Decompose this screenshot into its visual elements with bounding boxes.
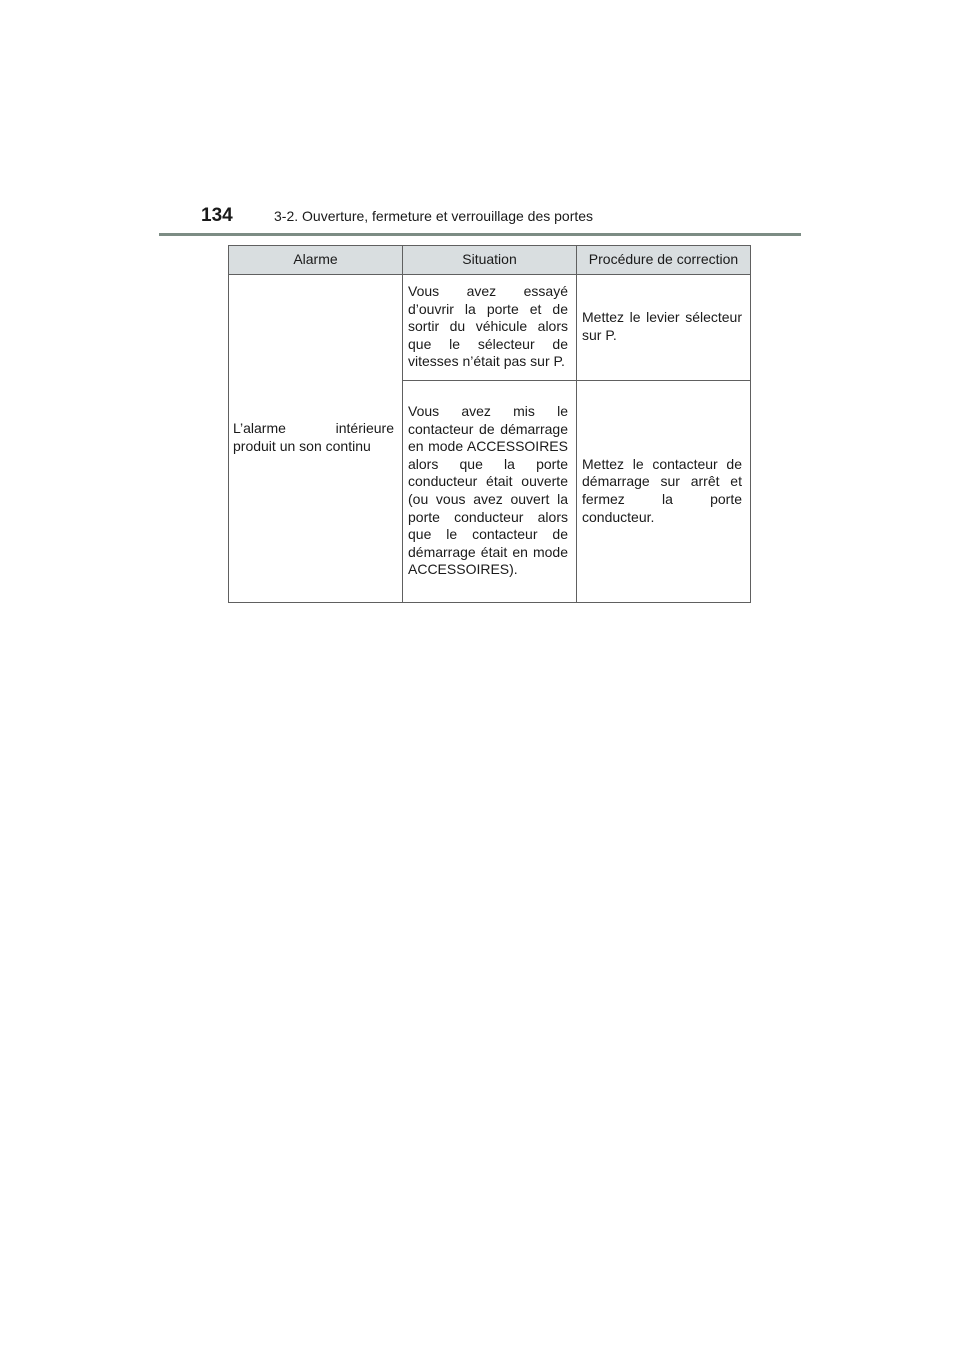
alarm-cell: L’alarme intérieure produit un son continu <box>229 275 403 603</box>
page-number: 134 <box>201 205 233 226</box>
column-header-alarme: Alarme <box>229 246 403 275</box>
procedure-cell: Mettez le levier sélecteur sur P. <box>577 275 751 381</box>
table-header-row <box>229 246 751 275</box>
table-row <box>229 275 751 381</box>
column-header-procedure: Procédure de correction <box>577 246 751 275</box>
procedure-cell: Mettez le contacteur de démarrage sur arrêt et fermez la porte conducteur. <box>577 381 751 603</box>
situation-cell: Vous avez essayé d’ouvrir la porte et de sortir du véhicule alors que le sélecteur de vitesses n’était pas sur P. <box>403 275 577 381</box>
section-title: 3-2. Ouverture, fermeture et verrouillage des portes <box>274 208 594 224</box>
situation-cell: Vous avez mis le contacteur de démarrage en mode ACCESSOIRES alors que la porte conducteur était ouverte (ou vous avez ouvert la porte conducteur alors que le contacteur de démarrage était en mode ACCESSOIRES). <box>403 381 577 603</box>
header-divider <box>159 233 801 236</box>
alarm-table <box>228 245 751 603</box>
column-header-situation: Situation <box>403 246 577 275</box>
